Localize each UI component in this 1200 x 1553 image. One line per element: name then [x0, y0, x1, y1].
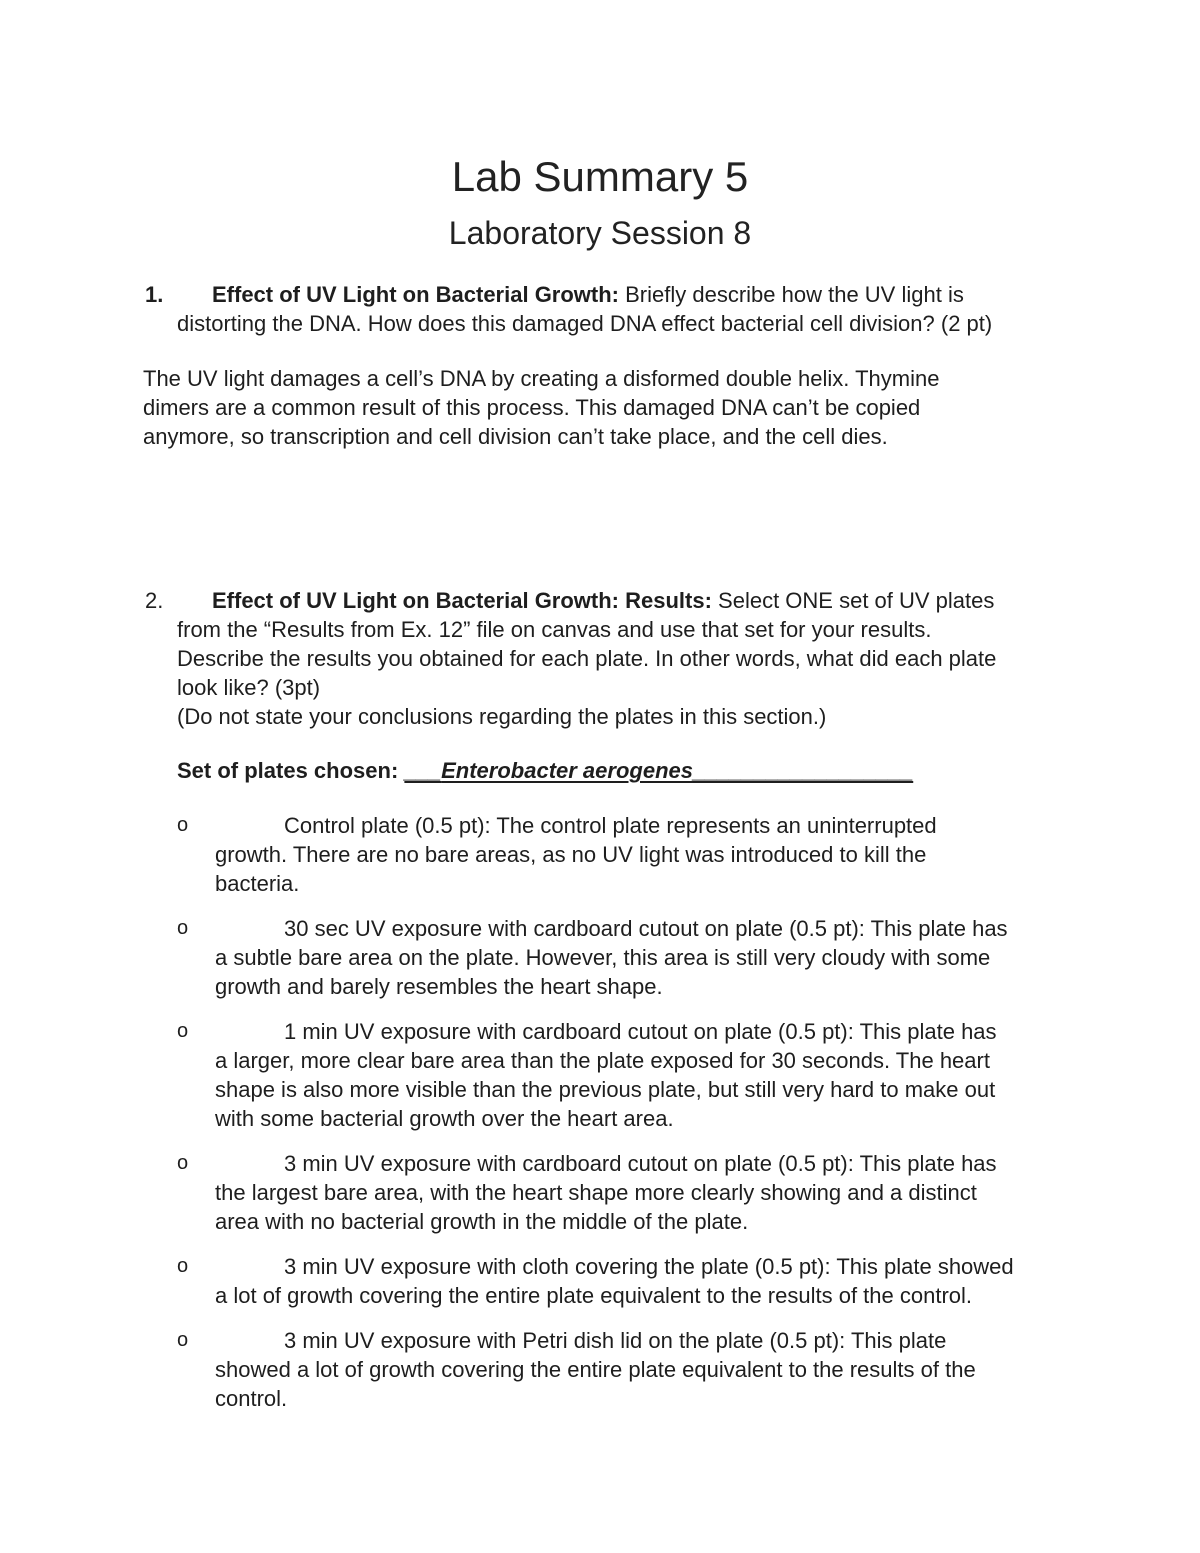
set-chosen-blank-after: __________________ — [692, 758, 914, 783]
document-title: Lab Summary 5 — [451, 153, 749, 200]
plate-item-line: bacteria. — [215, 871, 300, 896]
question-2-line-2: from the “Results from Ex. 12” file on canvas and use that set for your results. — [177, 617, 932, 642]
plate-item-line: area with no bacterial growth in the middle of the plate. — [215, 1209, 749, 1234]
document-subtitle: Laboratory Session 8 — [448, 215, 752, 251]
plate-item-line: with some bacterial growth over the heart area. — [215, 1106, 674, 1131]
set-of-plates-chosen — [177, 756, 913, 785]
question-2-line-3: Describe the results you obtained for each plate. In other words, what did each plate — [177, 646, 997, 671]
set-chosen-value-field — [404, 758, 913, 783]
question-2-line-5: (Do not state your conclusions regarding the plates in this section.) — [177, 704, 827, 729]
bullet-marker: o — [177, 1255, 189, 1277]
bullet-marker: o — [177, 1020, 189, 1042]
question-2-heading: Effect of UV Light on Bacterial Growth: Results: — [212, 588, 712, 613]
plate-item-line: 3 min UV exposure with Petri dish lid on the plate (0.5 pt): This plate — [284, 1328, 947, 1353]
question-1-number: 1. — [145, 282, 164, 307]
plate-item-line: growth and barely resembles the heart shape. — [215, 974, 663, 999]
bullet-marker: o — [177, 814, 189, 836]
question-2-line-1 — [212, 586, 994, 615]
plate-item-line: showed a lot of growth covering the entire plate equivalent to the results of the — [215, 1357, 976, 1382]
question-1-line-1 — [212, 280, 964, 309]
plate-item-line: Control plate (0.5 pt): The control plate represents an uninterrupted — [284, 813, 937, 838]
plate-item-line: 3 min UV exposure with cardboard cutout on plate (0.5 pt): This plate has — [284, 1151, 997, 1176]
plate-item-line: 30 sec UV exposure with cardboard cutout on plate (0.5 pt): This plate has — [284, 916, 1008, 941]
question-2-line-4: look like? (3pt) — [177, 675, 321, 700]
answer-1-line-1: The UV light damages a cell’s DNA by creating a disformed double helix. Thymine — [143, 366, 940, 391]
set-chosen-value: Enterobacter aerogenes — [441, 758, 693, 783]
bullet-marker: o — [177, 1329, 189, 1351]
question-2-prompt-start: Select ONE set of UV plates — [711, 588, 995, 613]
plate-item-line: growth. There are no bare areas, as no UV light was introduced to kill the — [215, 842, 927, 867]
question-1-heading: Effect of UV Light on Bacterial Growth: — [212, 282, 620, 307]
set-chosen-blank-before: ___ — [404, 758, 442, 783]
question-1-line-2: distorting the DNA. How does this damaged DNA effect bacterial cell division? (2 pt) — [177, 311, 993, 336]
question-2-number: 2. — [145, 588, 164, 613]
answer-1-line-3: anymore, so transcription and cell division can’t take place, and the cell dies. — [143, 424, 888, 449]
plate-item-line: control. — [215, 1386, 288, 1411]
bullet-marker: o — [177, 917, 189, 939]
plate-item-line: shape is also more visible than the previous plate, but still very hard to make out — [215, 1077, 996, 1102]
plate-item-line: a subtle bare area on the plate. However, this area is still very cloudy with some — [215, 945, 991, 970]
answer-1 — [143, 364, 1063, 451]
plate-item-line: the largest bare area, with the heart shape more clearly showing and a distinct — [215, 1180, 977, 1205]
plate-item-line: a lot of growth covering the entire plate equivalent to the results of the control. — [215, 1283, 973, 1308]
plate-item-line: 3 min UV exposure with cloth covering the plate (0.5 pt): This plate showed — [284, 1254, 1014, 1279]
bullet-marker: o — [177, 1152, 189, 1174]
plate-item-line: a larger, more clear bare area than the plate exposed for 30 seconds. The heart — [215, 1048, 990, 1073]
plate-item-line: 1 min UV exposure with cardboard cutout on plate (0.5 pt): This plate has — [284, 1019, 997, 1044]
set-chosen-label: Set of plates chosen: — [177, 758, 405, 783]
question-1-prompt-start: Briefly describe how the UV light is — [619, 282, 964, 307]
answer-1-line-2: dimers are a common result of this process. This damaged DNA can’t be copied — [143, 395, 921, 420]
